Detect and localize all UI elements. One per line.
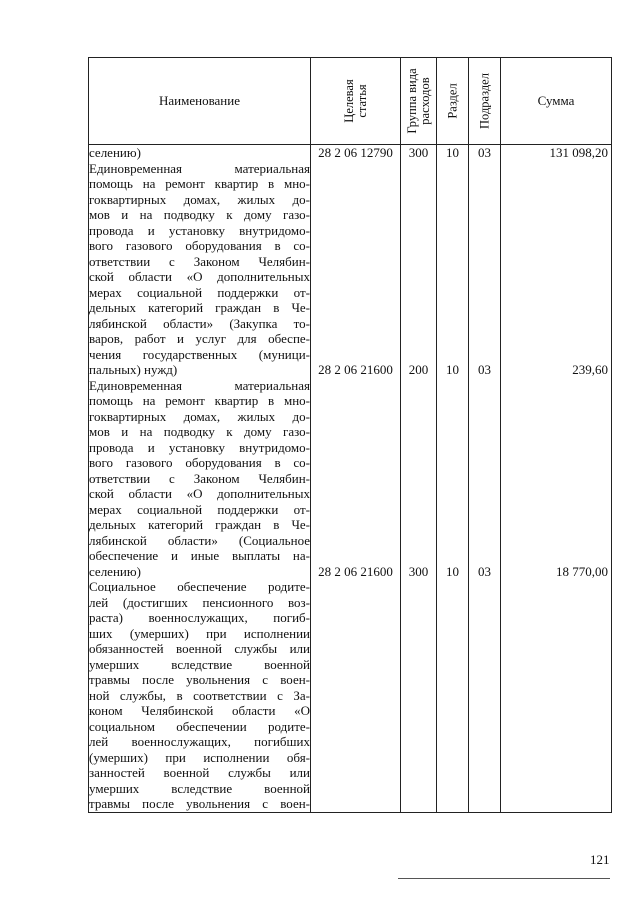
empty-cell [469,269,500,285]
empty-cell [437,641,468,657]
empty-cell [401,269,436,285]
subsection-column [469,145,501,813]
empty-cell [311,176,400,192]
empty-cell [437,595,468,611]
empty-cell [401,393,436,409]
name-line: Единовременная материальная [89,377,310,393]
empty-cell [437,300,468,316]
name-line: ской области «О дополнительных [89,269,310,284]
table-row [89,145,612,813]
empty-cell [437,719,468,735]
empty-cell [311,393,400,409]
name-line: чения государственных (муници- [89,346,310,362]
name-line: коном Челябинской области «О [89,703,310,718]
name-line: лябинской области» (Социальное [89,532,310,548]
empty-cell [311,672,400,688]
target-column [311,145,401,813]
empty-cell [437,734,468,750]
empty-cell [469,424,500,440]
empty-cell [469,765,500,781]
name-line: мерах социальной поддержки от- [89,501,310,517]
empty-cell [501,533,611,549]
empty-cell [401,316,436,332]
empty-cell [437,548,468,564]
sum-cell: 18 770,00 [556,563,608,579]
empty-cell [469,719,500,735]
empty-cell [469,657,500,673]
empty-cell [437,207,468,223]
name-line: лей военнослужащих, погибших [89,734,310,749]
empty-cell [469,626,500,642]
empty-cell [311,626,400,642]
header-subsection: Подраздел [469,58,501,145]
name-line: ших (умерших) при исполнении [89,625,310,641]
empty-cell [437,688,468,704]
empty-cell [401,657,436,673]
empty-cell [311,595,400,611]
empty-cell [501,455,611,471]
name-line: Единовременная материальная [89,160,310,176]
sum-cell: 131 098,20 [549,145,608,160]
empty-cell [469,486,500,502]
empty-cell [401,192,436,208]
name-line: селению) [89,145,141,160]
empty-cell [469,579,500,595]
name-line: лей (достигших пенсионного воз- [89,594,310,610]
name-line: вого газового оборудования в со- [89,238,310,253]
group-cell: 200 [408,362,429,377]
header-target: Целевая статья [311,58,401,145]
name-line: ной службы, в соответствии с За- [89,687,310,703]
empty-cell [469,223,500,239]
empty-cell [401,579,436,595]
empty-cell [311,440,400,456]
empty-cell [501,378,611,394]
empty-cell [501,796,611,812]
empty-cell [501,471,611,487]
subsection-cell: 03 [478,145,491,160]
empty-cell [401,502,436,518]
name-line: занностей военной службы или [89,765,310,780]
empty-cell [437,316,468,332]
name-line: варов, работ и услуг для обеспе- [89,331,310,346]
subsection-cell: 03 [478,362,491,377]
empty-cell [401,688,436,704]
empty-cell [311,579,400,595]
empty-cell [311,548,400,564]
empty-cell [401,796,436,812]
empty-cell [437,626,468,642]
empty-cell [401,765,436,781]
section-column [437,145,469,813]
empty-cell [469,703,500,719]
empty-cell [311,765,400,781]
name-line: (умерших) при исполнении обя- [89,749,310,765]
empty-cell [437,781,468,797]
empty-cell [401,719,436,735]
empty-cell [437,223,468,239]
empty-cell [401,750,436,766]
empty-cell [401,285,436,301]
name-line: помощь на ремонт квартир в мно- [89,393,310,408]
empty-cell [501,409,611,425]
empty-cell [437,378,468,394]
name-line: раста) военнослужащих, погиб- [89,610,310,625]
empty-cell [437,703,468,719]
empty-cell [469,595,500,611]
empty-cell [469,672,500,688]
group-cell: 300 [408,563,429,579]
empty-cell [501,688,611,704]
name-line: ответствии с Законом Челябин- [89,253,310,269]
empty-cell [437,502,468,518]
name-line: пальных) нужд) [89,362,178,377]
section-cell: 10 [446,563,459,579]
empty-cell [501,579,611,595]
empty-cell [437,254,468,270]
empty-cell [437,161,468,177]
empty-cell [501,750,611,766]
empty-cell [437,440,468,456]
empty-cell [501,486,611,502]
name-line: лябинской области» (Закупка то- [89,315,310,331]
empty-cell [401,781,436,797]
empty-cell [401,409,436,425]
empty-cell [311,657,400,673]
empty-cell [311,781,400,797]
empty-cell [501,424,611,440]
header-name: Наименование [89,58,311,145]
empty-cell [401,672,436,688]
empty-cell [437,579,468,595]
empty-cell [469,502,500,518]
empty-cell [437,750,468,766]
empty-cell [501,703,611,719]
empty-cell [401,207,436,223]
name-line: помощь на ремонт квартир в мно- [89,176,310,191]
empty-cell [501,610,611,626]
empty-cell [501,269,611,285]
empty-cell [469,517,500,533]
empty-cell [437,192,468,208]
empty-cell [311,223,400,239]
empty-cell [437,765,468,781]
empty-cell [437,471,468,487]
empty-cell [501,672,611,688]
name-line: обеспечение и иные выплаты на- [89,548,310,563]
empty-cell [401,610,436,626]
empty-cell [401,223,436,239]
empty-cell [311,796,400,812]
empty-cell [311,254,400,270]
empty-cell [501,440,611,456]
empty-cell [469,533,500,549]
empty-cell [469,781,500,797]
empty-cell [437,393,468,409]
empty-cell [501,781,611,797]
empty-cell [311,331,400,347]
empty-cell [401,300,436,316]
empty-cell [311,703,400,719]
empty-cell [311,316,400,332]
table-header-row [89,58,612,145]
name-line: вого газового оборудования в со- [89,455,310,470]
empty-cell [401,533,436,549]
empty-cell [501,207,611,223]
page-number: 121 [590,852,610,867]
name-line: травмы после увольнения с воен- [89,796,310,811]
empty-cell [311,207,400,223]
name-line: гоквартирных домах, жилых до- [89,408,310,424]
name-line: социальном обеспечении родите- [89,718,310,734]
name-line: ской области «О дополнительных [89,486,310,501]
name-line: обязанностей военной службы или [89,641,310,656]
empty-cell [311,285,400,301]
empty-cell [311,502,400,518]
name-line: дельных категорий граждан в Че- [89,517,310,532]
empty-cell [437,269,468,285]
empty-cell [501,548,611,564]
empty-cell [501,393,611,409]
empty-cell [401,595,436,611]
empty-cell [401,161,436,177]
empty-cell [501,300,611,316]
group-cell: 300 [408,145,429,160]
empty-cell [469,238,500,254]
empty-cell [401,254,436,270]
empty-cell [401,471,436,487]
name-line: провода и установку внутридомо- [89,222,310,238]
empty-cell [401,734,436,750]
empty-cell [437,176,468,192]
name-line: дельных категорий граждан в Че- [89,300,310,315]
empty-cell [437,455,468,471]
header-sum: Сумма [501,58,612,145]
empty-cell [469,393,500,409]
empty-cell [501,331,611,347]
section-cell: 10 [446,362,459,377]
empty-cell [501,502,611,518]
empty-cell [437,238,468,254]
empty-cell [501,285,611,301]
empty-cell [311,455,400,471]
empty-cell [437,672,468,688]
name-line: мерах социальной поддержки от- [89,284,310,300]
empty-cell [501,657,611,673]
empty-cell [501,347,611,363]
subsection-cell: 03 [478,563,491,579]
name-line: мов и на подводку к дому газо- [89,207,310,222]
footer-rule [398,878,610,879]
empty-cell [311,517,400,533]
name-line: умерших вследствие военной [89,656,310,672]
empty-cell [469,409,500,425]
name-line: ответствии с Законом Челябин- [89,470,310,486]
empty-cell [311,347,400,363]
empty-cell [469,176,500,192]
empty-cell [311,533,400,549]
empty-cell [501,176,611,192]
empty-cell [501,595,611,611]
budget-table [88,57,612,813]
empty-cell [469,471,500,487]
empty-cell [311,471,400,487]
empty-cell [501,765,611,781]
name-line: мов и на подводку к дому газо- [89,424,310,439]
empty-cell [311,734,400,750]
empty-cell [501,316,611,332]
empty-cell [437,285,468,301]
header-group: Группа вида расходов [401,58,437,145]
empty-cell [469,331,500,347]
name-line: Социальное обеспечение родите- [89,579,310,594]
empty-cell [469,548,500,564]
empty-cell [437,610,468,626]
empty-cell [469,316,500,332]
empty-cell [311,610,400,626]
name-line: травмы после увольнения с воен- [89,672,310,687]
empty-cell [311,300,400,316]
empty-cell [501,254,611,270]
header-section: Раздел [437,58,469,145]
empty-cell [437,657,468,673]
target-cell: 28 2 06 21600 [318,563,393,579]
empty-cell [437,486,468,502]
name-line: умерших вследствие военной [89,780,310,796]
empty-cell [437,331,468,347]
group-column [401,145,437,813]
empty-cell [311,750,400,766]
empty-cell [469,161,500,177]
empty-cell [501,719,611,735]
empty-cell [469,796,500,812]
empty-cell [401,378,436,394]
empty-cell [401,347,436,363]
empty-cell [401,626,436,642]
target-cell: 28 2 06 12790 [318,145,393,160]
empty-cell [311,269,400,285]
empty-cell [469,734,500,750]
name-line: гоквартирных домах, жилых до- [89,191,310,207]
empty-cell [469,610,500,626]
empty-cell [469,285,500,301]
empty-cell [311,378,400,394]
empty-cell [401,455,436,471]
empty-cell [311,719,400,735]
empty-cell [501,517,611,533]
empty-cell [501,161,611,177]
empty-cell [437,796,468,812]
name-cell [89,145,311,813]
target-cell: 28 2 06 21600 [318,362,393,377]
empty-cell [311,688,400,704]
empty-cell [437,409,468,425]
empty-cell [311,161,400,177]
empty-cell [401,238,436,254]
empty-cell [469,347,500,363]
empty-cell [437,424,468,440]
empty-cell [501,626,611,642]
empty-cell [469,641,500,657]
sum-column [501,145,612,813]
empty-cell [469,192,500,208]
empty-cell [469,378,500,394]
empty-cell [437,347,468,363]
empty-cell [469,440,500,456]
empty-cell [401,486,436,502]
empty-cell [501,734,611,750]
empty-cell [401,517,436,533]
empty-cell [401,641,436,657]
empty-cell [437,533,468,549]
sum-cell: 239,60 [572,362,608,377]
empty-cell [311,486,400,502]
empty-cell [311,641,400,657]
empty-cell [469,455,500,471]
empty-cell [501,641,611,657]
empty-cell [501,223,611,239]
empty-cell [469,750,500,766]
section-cell: 10 [446,145,459,160]
empty-cell [401,548,436,564]
empty-cell [501,192,611,208]
empty-cell [311,192,400,208]
empty-cell [469,207,500,223]
empty-cell [311,409,400,425]
empty-cell [401,424,436,440]
empty-cell [469,688,500,704]
empty-cell [401,703,436,719]
empty-cell [401,440,436,456]
name-line: провода и установку внутридомо- [89,439,310,455]
empty-cell [401,331,436,347]
empty-cell [311,424,400,440]
empty-cell [469,254,500,270]
empty-cell [469,300,500,316]
empty-cell [311,238,400,254]
empty-cell [437,517,468,533]
empty-cell [501,238,611,254]
name-line: селению) [89,563,141,579]
empty-cell [401,176,436,192]
